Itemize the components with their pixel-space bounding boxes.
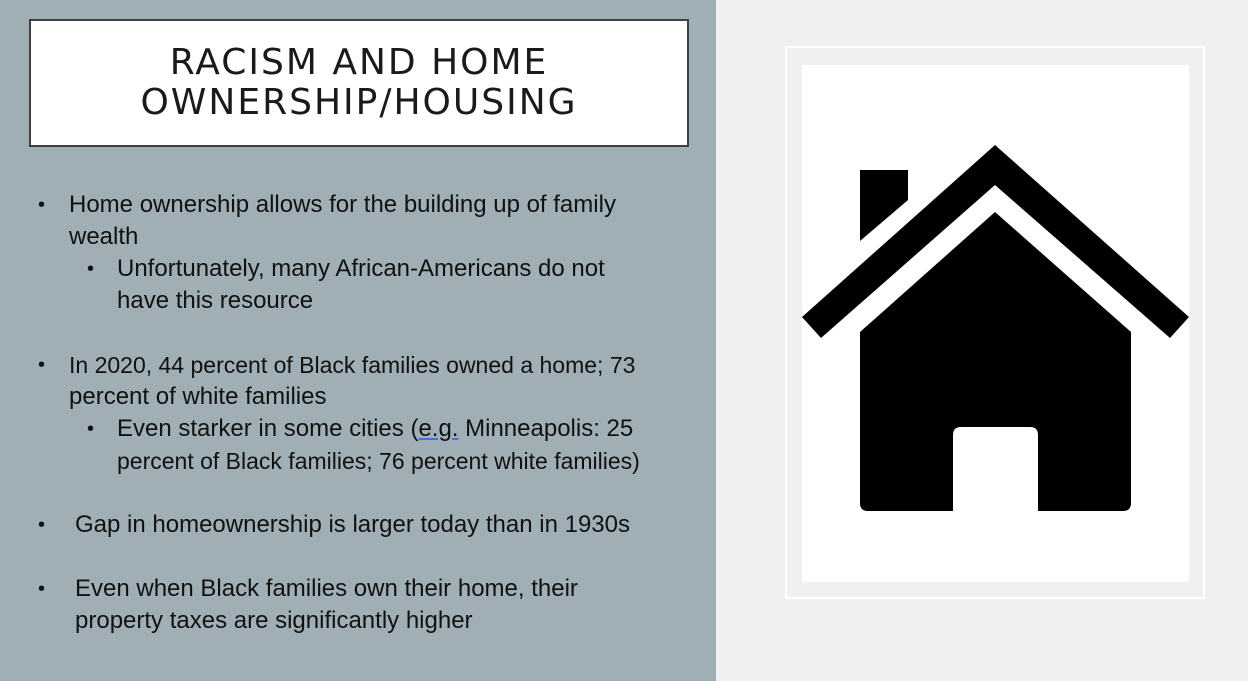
bullet-4-line-2: property taxes are significantly higher (75, 607, 473, 634)
bullet-2-line-1: In 2020, 44 percent of Black families owned a home; 73 (69, 352, 636, 378)
sub-bullet-1-line-2: have this resource (117, 287, 314, 314)
bullet-marker: • (38, 514, 46, 536)
bullet-1-line-2: wealth (69, 223, 139, 250)
house-icon (802, 65, 1189, 582)
title-box (29, 19, 689, 147)
bullet-3-line-1: Gap in homeownership is larger today than in 1930s (75, 511, 630, 538)
bullet-marker: • (38, 194, 46, 216)
bullet-marker: • (38, 354, 46, 376)
sub-bullet-1-line-1: Unfortunately, many African-Americans do not (117, 255, 605, 282)
image-card (802, 65, 1189, 582)
sub-bullet-2-text-post: Minneapolis: 25 (458, 415, 634, 442)
slide-title-line-1: RACISM AND HOME (169, 42, 549, 83)
bullet-marker: • (87, 258, 95, 280)
door-shape (953, 427, 1038, 511)
bullet-4-line-1: Even when Black families own their home, their (75, 575, 578, 602)
bullet-2-line-2: percent of white families (69, 383, 327, 410)
bullet-1-line-1: Home ownership allows for the building up of family (69, 191, 616, 218)
eg-link[interactable]: e.g. (418, 415, 459, 442)
sub-bullet-2-text-pre: Even starker in some cities ( (117, 415, 419, 442)
sub-bullet-2-line-2: percent of Black families; 76 percent white families) (117, 448, 640, 474)
sub-bullet-2-line-1 (117, 413, 633, 445)
slide-title-line-2: OWNERSHIP/HOUSING (140, 82, 578, 123)
bullet-marker: • (38, 578, 46, 600)
bullet-marker: • (87, 418, 95, 440)
